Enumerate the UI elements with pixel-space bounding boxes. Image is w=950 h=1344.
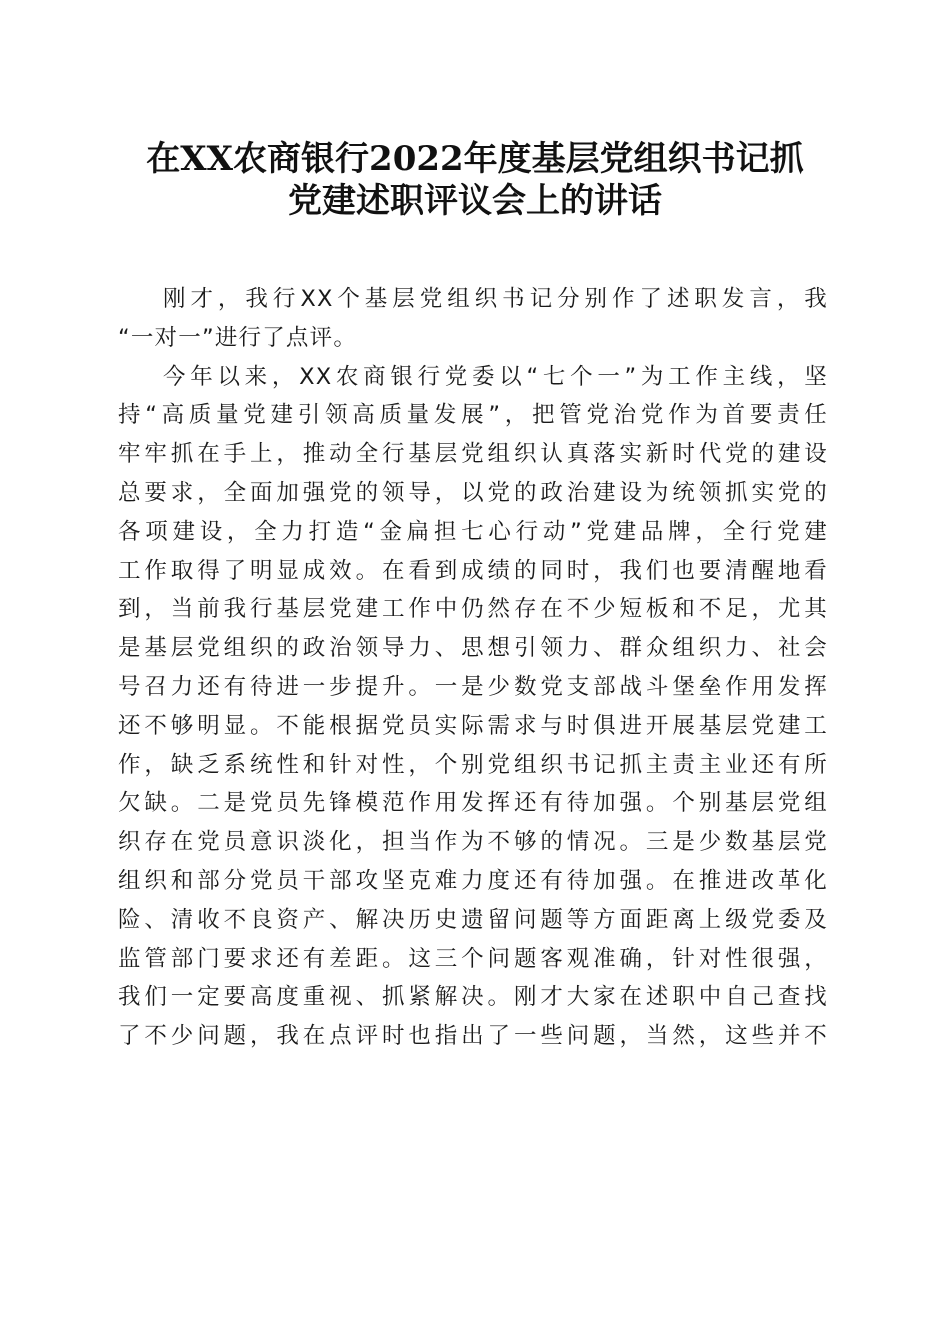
paragraph-line: 各项建设，全力打造“金扁担七心行动”党建品牌，全行党建 [118,518,828,545]
paragraph-line: 还不够明显。不能根据党员实际需求与时俱进开展基层党建工 [118,712,828,739]
paragraph-line: “一对一”进行了点评。 [118,324,358,351]
paragraph-line: 刚才，我行XX个基层党组织书记分别作了述职发言，我 [163,286,828,312]
paragraph-line: 监管部门要求还有差距。这三个问题客观准确，针对性很强， [118,945,828,972]
paragraph-1 [118,280,828,358]
title-line-2: 党建述职评议会上的讲话 [288,181,662,221]
paragraph-2 [118,358,828,1056]
paragraph-line: 我们一定要高度重视、抓紧解决。刚才大家在述职中自己查找 [118,984,828,1011]
paragraph-line: 是基层党组织的政治领导力、思想引领力、群众组织力、社会 [118,635,828,662]
paragraph-line: 到，当前我行基层党建工作中仍然存在不少短板和不足，尤其 [118,596,828,623]
title-line-1: 在XX农商银行2022年度基层党组织书记抓 [146,139,804,179]
paragraph-line: 号召力还有待进一步提升。一是少数党支部战斗堡垒作用发挥 [118,673,828,700]
paragraph-line: 今年以来，XX农商银行党委以“七个一”为工作主线，坚 [163,363,828,390]
paragraph-line: 织存在党员意识淡化，担当作为不够的情况。三是少数基层党 [118,829,828,856]
paragraph-line: 作，缺乏系统性和针对性，个别党组织书记抓主责主业还有所 [118,751,828,778]
paragraph-line: 持“高质量党建引领高质量发展”，把管党治党作为首要责任 [118,402,828,429]
paragraph-line: 组织和部分党员干部攻坚克难力度还有待加强。在推进改革化 [118,867,828,894]
paragraph-line: 总要求，全面加强党的领导，以党的政治建设为统领抓实党的 [118,479,828,506]
paragraph-line: 险、清收不良资产、解决历史遗留问题等方面距离上级党委及 [118,906,828,933]
paragraph-line: 工作取得了明显成效。在看到成绩的同时，我们也要清醒地看 [118,557,828,584]
paragraph-line: 欠缺。二是党员先锋模范作用发挥还有待加强。个别基层党组 [118,790,828,817]
document-title [118,138,832,222]
paragraph-line: 牢牢抓在手上，推动全行基层党组织认真落实新时代党的建设 [118,441,828,468]
document-body [118,280,828,1056]
paragraph-line: 了不少问题，我在点评时也指出了一些问题，当然，这些并不 [118,1023,828,1050]
